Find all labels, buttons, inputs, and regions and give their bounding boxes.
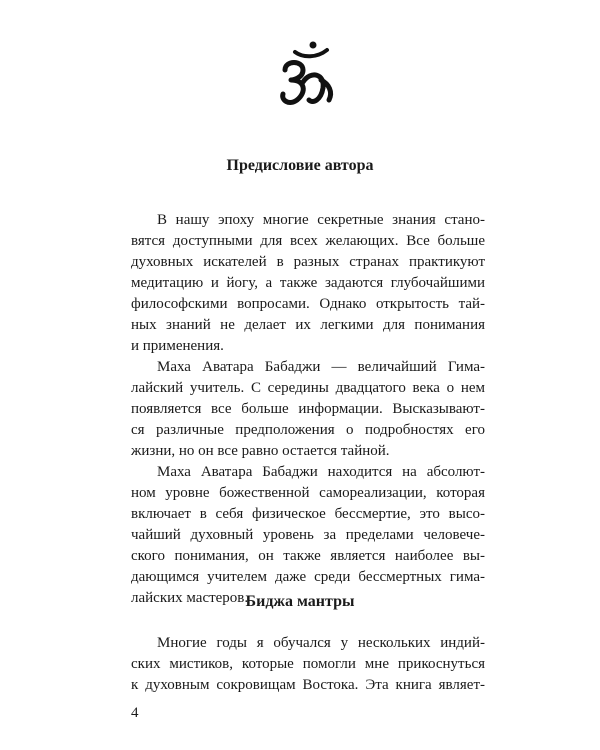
paragraph-line: включает в себя физическое бессмертие, это высо- (131, 506, 485, 522)
paragraph-line: к духовным сокровищам Востока. Эта книга являет- (131, 677, 485, 693)
paragraph-line: медитацию и йогу, а также задаются глубочайшими (131, 275, 485, 291)
paragraph-line: чайший духовный уровень за пределами человече- (131, 527, 485, 543)
section-heading-preface: Предисловие автора (226, 157, 374, 174)
paragraph-line: появляется все больше информации. Высказывают- (131, 401, 485, 417)
paragraph-line: В нашу эпоху многие секретные знания стано- (157, 212, 485, 228)
paragraph-line: ном уровне божественной самореализации, которая (131, 485, 485, 501)
paragraph-line: жизни, но он все равно остается тайной. (131, 443, 390, 459)
paragraph-line: Маха Аватара Бабаджи находится на абсолют- (157, 464, 485, 480)
paragraph-line: Маха Аватара Бабаджи — величайший Гима- (157, 359, 485, 375)
section-heading-bija-mantras: Биджа мантры (245, 593, 355, 610)
paragraph-line: философскими вопросами. Однако открытость тай- (131, 296, 485, 312)
paragraph-line: лайских мастеров. (131, 590, 249, 606)
page-number: 4 (131, 705, 139, 721)
paragraph-line: духовных искателей в разных странах практикуют (131, 254, 485, 270)
paragraph-line: ского понимания, он также является наиболее вы- (131, 548, 485, 564)
paragraph-line: лайский учитель. С середины двадцатого века о нем (131, 380, 485, 396)
paragraph-line: дающимся учителем даже среди бессмертных гима- (131, 569, 485, 585)
paragraph-line: ских мистиков, которые помогли мне прикоснуться (131, 656, 485, 672)
paragraph-line: ных знаний не делает их легкими для понимания (131, 317, 485, 333)
paragraph-line: Многие годы я обучался у нескольких индий- (157, 635, 485, 651)
om-symbol-icon (277, 40, 337, 112)
paragraph-line: ся различные предположения о подробностях его (131, 422, 485, 438)
paragraph-line: и применения. (131, 338, 224, 354)
paragraph-line: вятся доступными для всех желающих. Все больше (131, 233, 485, 249)
